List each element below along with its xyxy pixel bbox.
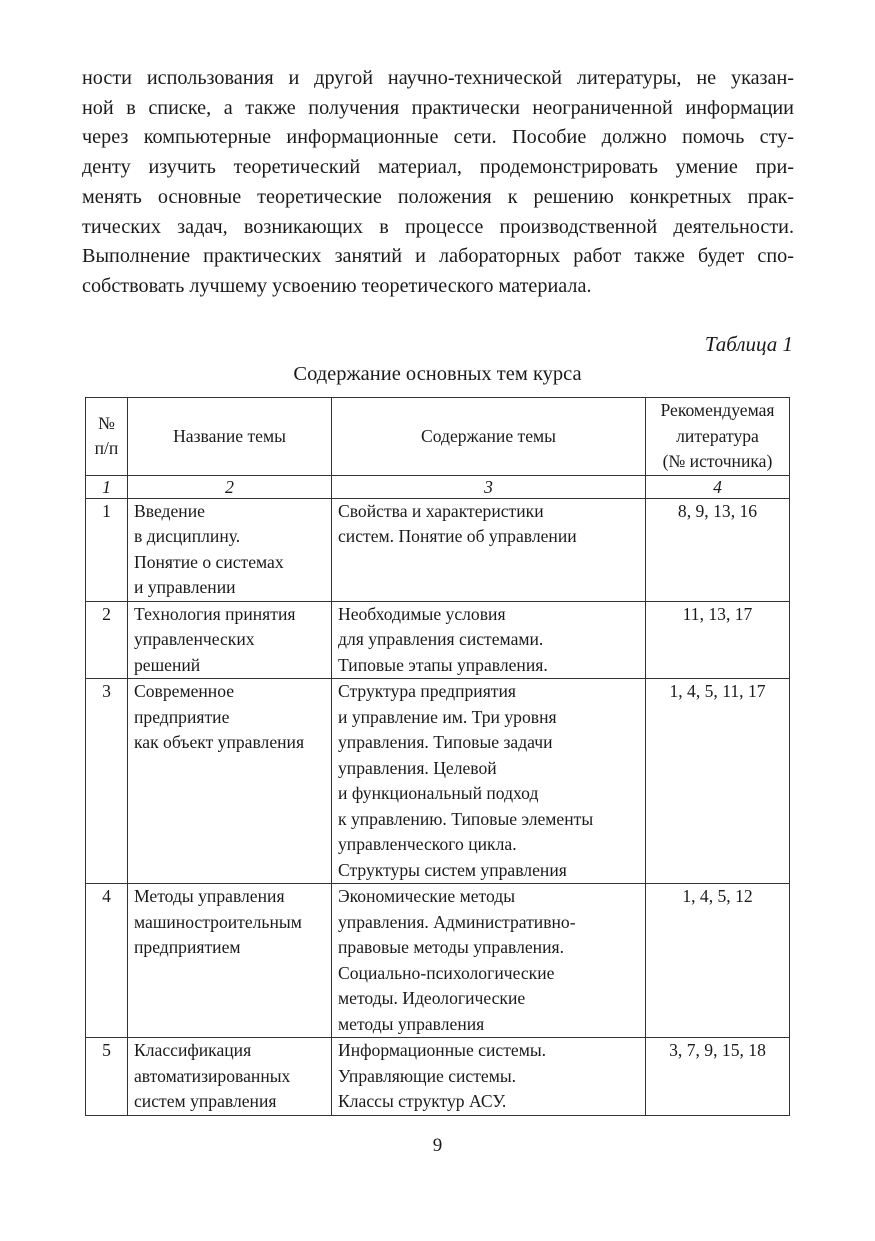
topic-content-line: Социально-психологические — [338, 962, 555, 983]
column-number: 1 — [86, 475, 128, 498]
topic-content — [332, 679, 646, 884]
column-number-row — [86, 475, 790, 498]
column-number: 2 — [128, 475, 332, 498]
topic-content — [332, 884, 646, 1038]
topic-content-line: систем. Понятие об управлении — [338, 526, 577, 546]
topic-content-line: методы управления — [338, 1013, 485, 1034]
row-number: 4 — [86, 884, 128, 1038]
topic-name-line: Введение — [134, 500, 205, 521]
recommended-literature: 3, 7, 9, 15, 18 — [646, 1038, 790, 1116]
topic-content-line: управления. Типовые задачи — [338, 732, 553, 752]
topic-content-line: Структура предприятия — [338, 681, 516, 701]
topic-name-line: как объект управления — [134, 732, 305, 752]
topic-content-line: Свойства и характеристики — [338, 500, 544, 521]
topic-name — [128, 1038, 332, 1116]
topic-content-line: Экономические методы — [338, 886, 516, 906]
topic-content-line: управленческого цикла. — [338, 834, 517, 854]
topic-content — [332, 1038, 646, 1116]
topic-content — [332, 498, 646, 601]
topic-content-line: Информационные системы. — [338, 1040, 547, 1060]
paragraph-line: собствовать лучшему усвоению теоретического материала. — [82, 274, 592, 297]
paragraph-line: ной в списке, а также получения практически неограниченной информации — [82, 96, 794, 119]
topic-name-line: Классификация — [134, 1040, 252, 1060]
topic-content-line: к управлению. Типовые элементы — [338, 808, 594, 829]
topic-content-line: правовые методы управления. — [338, 937, 565, 957]
topic-name-line: Технология принятия — [134, 603, 296, 624]
topic-name-line: Понятие о системах — [134, 551, 284, 572]
table-row — [86, 679, 790, 884]
column-number: 4 — [646, 475, 790, 498]
topic-name-line: решений — [134, 654, 201, 675]
topic-name-line: автоматизированных — [134, 1065, 291, 1086]
paragraph-line: тических задач, возникающих в процессе производственной деятельности. — [82, 215, 794, 238]
topic-content-line: Структуры систем управления — [338, 859, 567, 880]
table-caption: Содержание основных тем курса — [293, 363, 582, 385]
table-row — [86, 1038, 790, 1116]
topic-content-line: управления. Административно- — [338, 911, 576, 932]
header-literature: Рекомендуемая литература (№ источника) — [646, 398, 790, 476]
intro-paragraph — [82, 64, 794, 302]
topic-name — [128, 884, 332, 1038]
table-row — [86, 601, 790, 679]
topic-name-line: управленческих — [134, 629, 255, 649]
topic-name-line: предприятие — [134, 706, 230, 727]
recommended-literature: 11, 13, 17 — [646, 601, 790, 679]
topic-content-line: управления. Целевой — [338, 757, 497, 778]
header-num: № п/п — [86, 398, 128, 476]
topic-name-line: машиностроительным — [134, 911, 302, 932]
topics-table — [85, 397, 790, 1116]
topic-content — [332, 601, 646, 679]
topic-name-line: Методы управления — [134, 886, 285, 906]
topic-content-line: Типовые этапы управления. — [338, 654, 548, 675]
page-number: 9 — [432, 1135, 443, 1156]
table-header-row — [86, 398, 790, 476]
topic-content-line: Управляющие системы. — [338, 1065, 517, 1086]
paragraph-line: денту изучить теоретический материал, продемонстрировать умение при- — [82, 156, 794, 179]
table-row — [86, 498, 790, 601]
row-number: 3 — [86, 679, 128, 884]
topic-content-line: методы. Идеологические — [338, 988, 526, 1008]
header-content: Содержание темы — [332, 398, 646, 476]
header-name: Название темы — [128, 398, 332, 476]
recommended-literature: 8, 9, 13, 16 — [646, 498, 790, 601]
topic-name — [128, 679, 332, 884]
column-number: 3 — [332, 475, 646, 498]
row-number: 1 — [86, 498, 128, 601]
topic-name — [128, 498, 332, 601]
topic-content-line: и управление им. Три уровня — [338, 706, 557, 727]
recommended-literature: 1, 4, 5, 12 — [646, 884, 790, 1038]
paragraph-line: через компьютерные информационные сети. Пособие должно помочь сту- — [82, 126, 794, 149]
topic-name-line: Современное — [134, 681, 235, 701]
topic-name-line: систем управления — [134, 1091, 277, 1111]
topic-content-line: Классы структур АСУ. — [338, 1091, 507, 1111]
table-row — [86, 884, 790, 1038]
row-number: 5 — [86, 1038, 128, 1116]
topic-name-line: и управлении — [134, 577, 236, 597]
topic-content-line: и функциональный подход — [338, 783, 539, 803]
topic-name-line: в дисциплину. — [134, 526, 241, 546]
paragraph-line: менять основные теоретические положения к решению конкретных прак- — [82, 185, 794, 208]
topic-name — [128, 601, 332, 679]
table-body — [86, 498, 790, 1115]
topic-content-line: Необходимые условия — [338, 603, 506, 624]
paragraph-line: ности использования и другой научно-технической литературы, не указан- — [82, 67, 794, 89]
paragraph-line: Выполнение практических занятий и лабораторных работ также будет спо- — [82, 245, 794, 268]
topic-content-line: для управления системами. — [338, 629, 544, 649]
table-label: Таблица 1 — [704, 332, 793, 356]
row-number: 2 — [86, 601, 128, 679]
topic-name-line: предприятием — [134, 937, 241, 957]
recommended-literature: 1, 4, 5, 11, 17 — [646, 679, 790, 884]
